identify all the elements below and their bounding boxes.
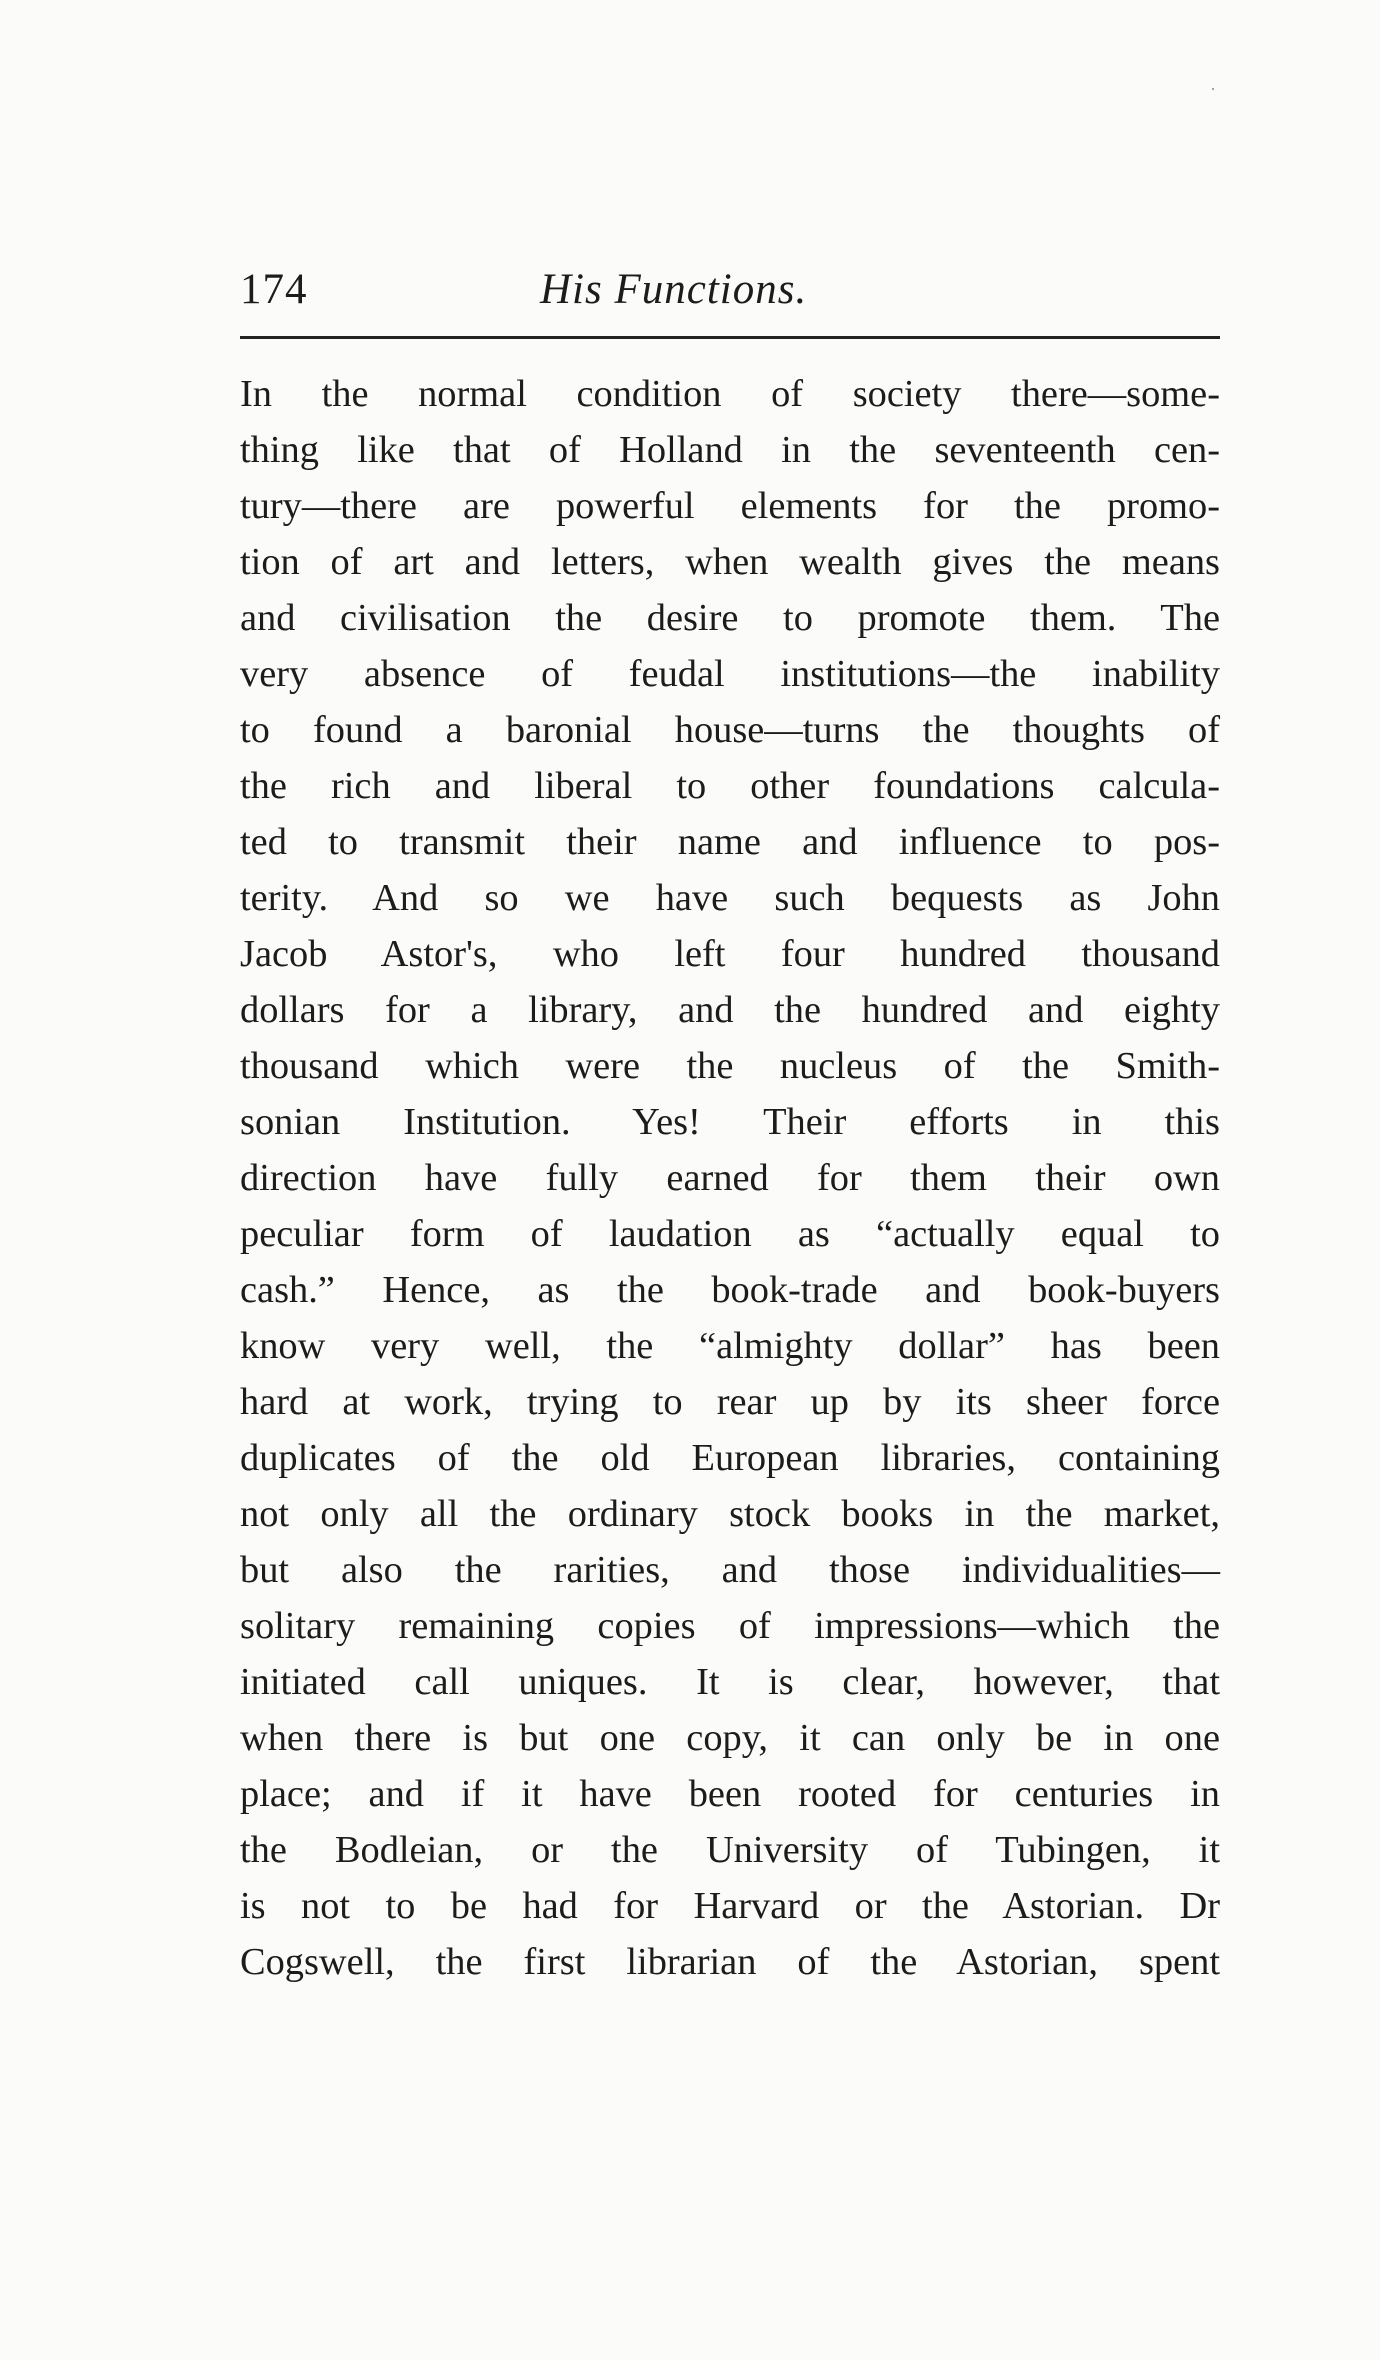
page-number: 174	[240, 266, 308, 313]
text-line: Cogswell, the first librarian of the Astorian, spent	[240, 1941, 1220, 1983]
text-line: place; and if it have been rooted for centuries in	[240, 1773, 1220, 1815]
text-line: ted to transmit their name and influence to pos-	[240, 821, 1220, 863]
text-line: initiated call uniques. It is clear, however, that	[240, 1661, 1220, 1703]
text-line: tury—there are powerful elements for the promo-	[240, 485, 1220, 527]
paper-speck	[1212, 88, 1214, 90]
text-line: and civilisation the desire to promote them. The	[240, 597, 1220, 639]
text-line: tion of art and letters, when wealth gives the means	[240, 541, 1220, 583]
page-header	[240, 258, 1220, 322]
text-line: when there is but one copy, it can only be in one	[240, 1717, 1220, 1759]
text-line: is not to be had for Harvard or the Astorian. Dr	[240, 1885, 1220, 1927]
text-line: very absence of feudal institutions—the inability	[240, 653, 1220, 695]
text-line: duplicates of the old European libraries, containing	[240, 1437, 1220, 1479]
text-line: solitary remaining copies of impressions—which the	[240, 1605, 1220, 1647]
text-line: terity. And so we have such bequests as John	[240, 877, 1220, 919]
text-line: peculiar form of laudation as “actually equal to	[240, 1213, 1220, 1255]
text-line: not only all the ordinary stock books in the market,	[240, 1493, 1220, 1535]
text-line: thing like that of Holland in the seventeenth cen-	[240, 429, 1220, 471]
text-line: hard at work, trying to rear up by its sheer force	[240, 1381, 1220, 1423]
text-line: Jacob Astor's, who left four hundred thousand	[240, 933, 1220, 975]
running-head: His Functions.	[540, 266, 808, 313]
text-line: to found a baronial house—turns the thoughts of	[240, 709, 1220, 751]
text-line: thousand which were the nucleus of the Smith-	[240, 1045, 1220, 1087]
text-line: sonian Institution. Yes! Their efforts in this	[240, 1101, 1220, 1143]
text-line: the Bodleian, or the University of Tubingen, it	[240, 1829, 1220, 1871]
text-line: cash.” Hence, as the book-trade and book-buyers	[240, 1269, 1220, 1311]
text-line: direction have fully earned for them their own	[240, 1157, 1220, 1199]
text-line: know very well, the “almighty dollar” has been	[240, 1325, 1220, 1367]
text-line: the rich and liberal to other foundations calcula-	[240, 765, 1220, 807]
header-rule	[240, 336, 1220, 339]
text-line: but also the rarities, and those individualities—	[240, 1549, 1220, 1591]
text-line: In the normal condition of society there—some-	[240, 373, 1220, 415]
text-line: dollars for a library, and the hundred and eighty	[240, 989, 1220, 1031]
body-text	[240, 366, 1220, 1990]
